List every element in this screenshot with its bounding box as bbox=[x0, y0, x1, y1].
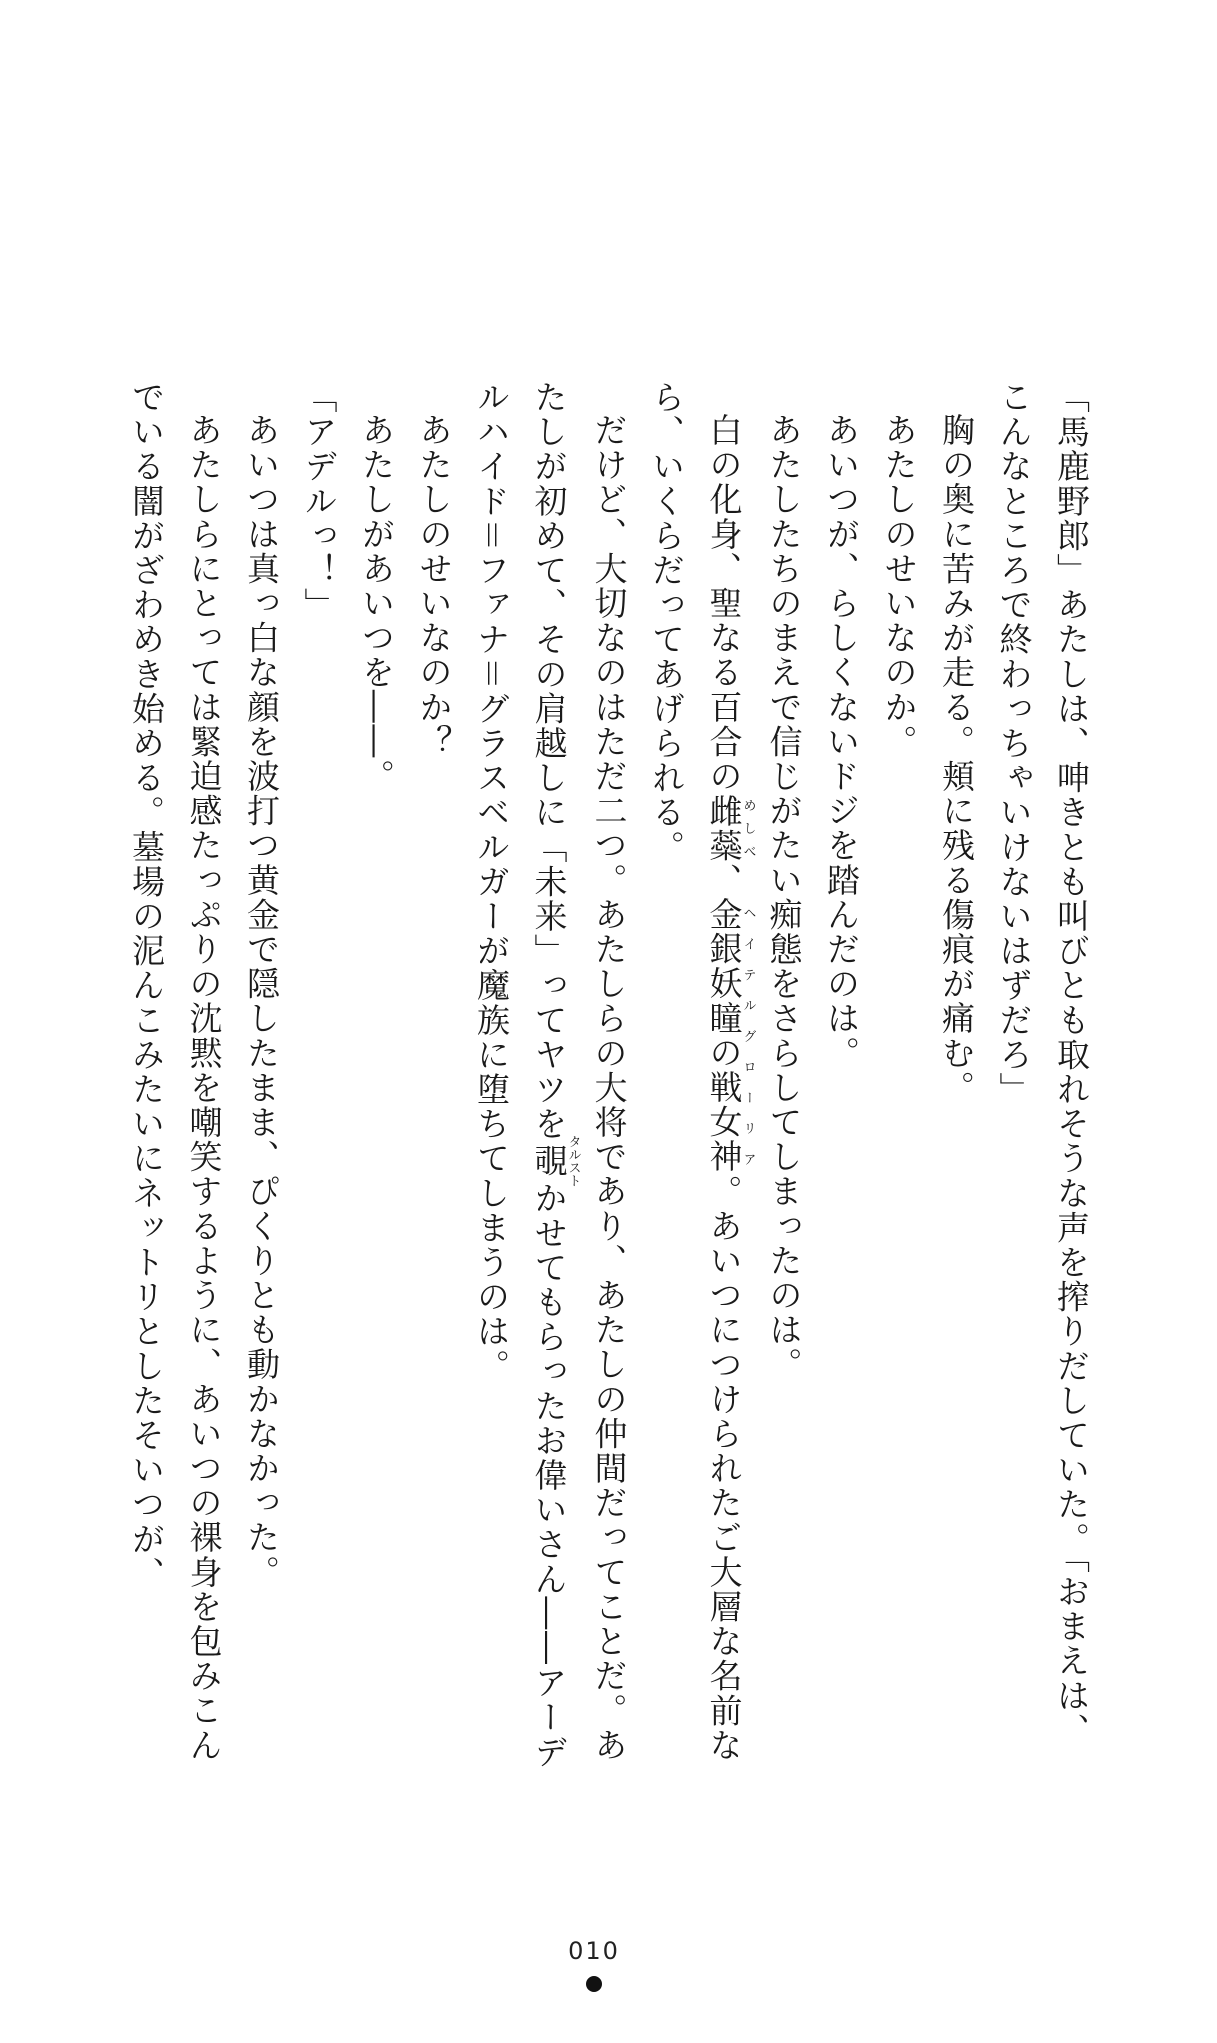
text-segment: 白の化身、聖なる百合の bbox=[704, 413, 744, 794]
text-segment: 、 bbox=[704, 862, 744, 898]
ruby-text: めしべ bbox=[740, 793, 756, 863]
text-line-13: あたしがあいつを――。 bbox=[357, 413, 396, 794]
page-marker-dot bbox=[586, 1976, 602, 1992]
ruby-annotation bbox=[529, 1135, 581, 1188]
body-text bbox=[118, 380, 1101, 1770]
text-line-11: ルハイド＝ファナ＝グラスベルガーが魔族に堕ちてしまうのは。 bbox=[472, 380, 511, 1384]
text-line-10 bbox=[520, 380, 581, 1770]
text-line-14: 「アデルっ！」 bbox=[299, 380, 339, 623]
ruby-base: 覗 bbox=[529, 1135, 569, 1188]
text-line-16: あたしらにとっては緊迫感たっぷりの沈黙を嘲笑するように、あいつの裸身を包みこん bbox=[184, 413, 224, 1763]
text-segment: かせてもらったお偉いさん――アーデ bbox=[529, 1181, 569, 1770]
ruby-text: ヘイテルグローリア bbox=[740, 897, 756, 1175]
ruby-base: 金銀妖瞳の戦女神 bbox=[704, 897, 744, 1175]
text-segment: たしが初めて、その肩越しに「未来」ってヤツを bbox=[529, 380, 569, 1142]
ruby-base: 雌蘂 bbox=[704, 793, 744, 863]
text-line-2: こんなところで終わっちゃいけないはずだろ」 bbox=[994, 380, 1034, 1107]
text-segment: 。あいつにつけられたご大層な名前な bbox=[704, 1174, 744, 1763]
ruby-text: タルスト bbox=[565, 1135, 581, 1188]
text-line-17: でいる闇がざわめき始める。墓場の泥んこみたいにネットリとしたそいつが、 bbox=[127, 380, 166, 1591]
text-line-6: あたしたちのまえで信じがたい痴態をさらしてしまったのは。 bbox=[764, 413, 804, 1382]
text-line-12: あたしのせいなのか？ bbox=[414, 413, 454, 759]
ruby-annotation bbox=[704, 897, 756, 1175]
text-line-9: だけど、大切なのはただ二つ。あたしらの大将であり、あたしの仲間だってことだ。あ bbox=[589, 413, 629, 1763]
text-line-4: あたしのせいなのか。 bbox=[879, 413, 919, 759]
text-line-1: 「馬鹿野郎」あたしは、呻きとも叫びとも取れそうな声を搾りだしていた。「おまえは、 bbox=[1052, 380, 1091, 1748]
text-line-7 bbox=[695, 380, 756, 1763]
text-line-15: あいつは真っ白な顔を波打つ黄金で隠したまま、ぴくりとも動かなかった。 bbox=[242, 413, 281, 1590]
ruby-annotation bbox=[704, 793, 756, 863]
page-number: 010 bbox=[568, 1937, 620, 1965]
text-line-5: あいつが、らしくないドジを踏んだのは。 bbox=[822, 413, 861, 1071]
text-line-8: ら、いくらだってあげられる。 bbox=[647, 380, 686, 865]
text-line-3: 胸の奥に苦みが走る。頬に残る傷痕が痛む。 bbox=[937, 413, 976, 1105]
